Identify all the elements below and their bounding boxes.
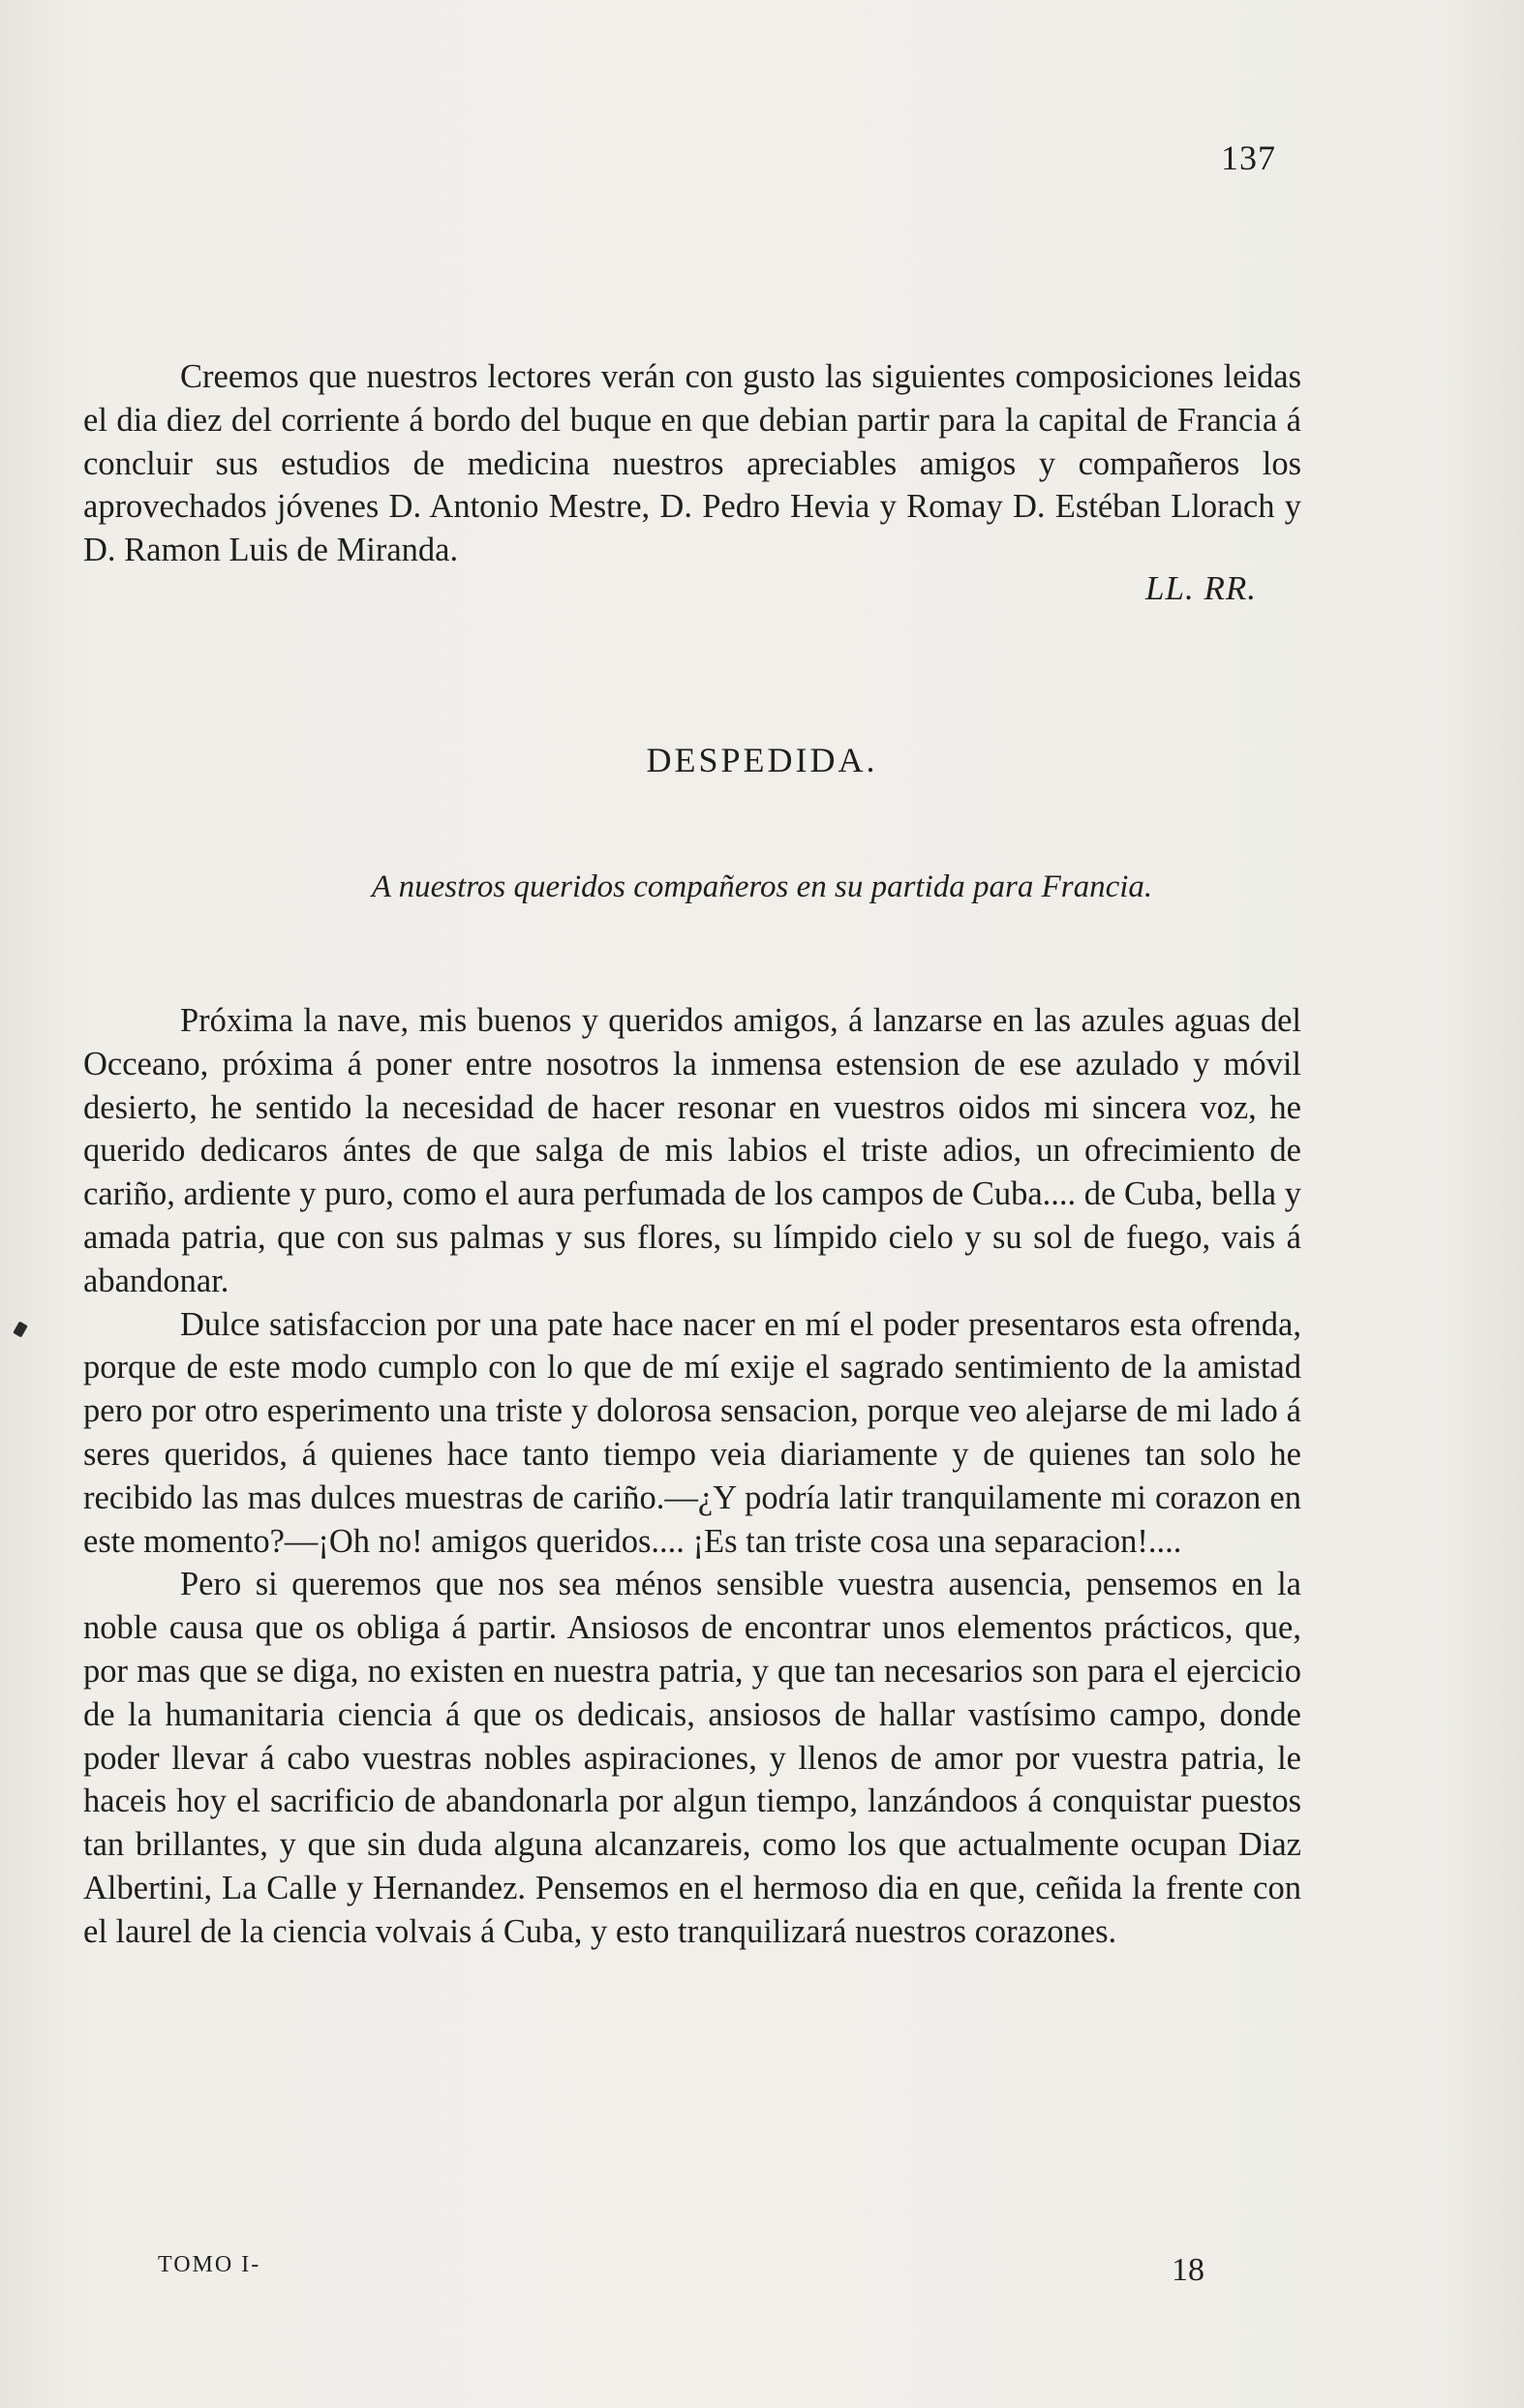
intro-section bbox=[83, 355, 1301, 572]
volume-label: TOMO I- bbox=[158, 2252, 261, 2277]
section-heading: DESPEDIDA. bbox=[646, 741, 878, 779]
paragraph-1: Próxima la nave, mis buenos y queridos amigos, á lanzarse en las azules aguas del Occeano, próxima á poner entre nosotros la inmensa estension de ese azulado y móvil desierto, he sentido la necesidad de hacer resonar en vuestros oidos mi sincera voz, he querido dedicaros ántes de que salga de mis labios el triste adios, un ofrecimiento de cariño, ardiente y puro, como el aura perfumada de los campos de Cuba.... de Cuba, bella y amada patria, que con sus palmas y sus flores, su límpido cielo y su sol de fuego, vais á abandonar. bbox=[83, 1002, 1301, 1299]
page-number: 137 bbox=[1221, 138, 1276, 177]
paragraph-2: Dulce satisfaccion por una pate hace nacer en mí el poder presentaros esta ofrenda, porque de este modo cumplo con lo que de mí exije el sagrado sentimiento de la amistad pero por otro esperimento una triste y dolorosa sensacion, porque veo alejarse de mi lado á seres queridos, á quienes hace tanto tiempo veia diariamente y de quienes tan solo he recibido las mas dulces muestras de cariño.—¿Y podría latir tranquilamente mi corazon en este momento?—¡Oh no! amigos queridos.... ¡Es tan triste cosa una separacion!.... bbox=[83, 1305, 1301, 1560]
intro-paragraph: Creemos que nuestros lectores verán con gusto las siguientes composiciones leidas el dia diez del corriente á bordo del buque en que debian partir para la capital de Francia á concluir sus estudios de medicina nuestros apreciables amigos y compañeros los aprovechados jóvenes D. Antonio Mestre, D. Pedro Hevia y Romay D. Estéban Llorach y D. Ramon Luis de Miranda. bbox=[83, 358, 1301, 569]
paragraph-3: Pero si queremos que nos sea ménos sensible vuestra ausencia, pensemos en la noble causa que os obliga á partir. Ansiosos de encontrar unos elementos prácticos, que, por mas que se diga, no existen en nuestra patria, y que tan necesarios son para el ejercicio de la humanitaria ciencia á que os dedicais, ansiosos de hallar vastísimo campo, donde poder llevar á cabo vuestras nobles aspiraciones, y llenos de amor por vuestra patria, le haceis hoy el sacrificio de abandonarla por algun tiempo, lanzándoos á conquistar puestos tan brillantes, y que sin duda alguna alcanzareis, como los que actualmente ocupan Diaz Albertini, La Calle y Hernandez. Pensemos en el hermoso dia en que, ceñida la frente con el laurel de la ciencia volvais á Cuba, y esto tranquilizará nuestros corazones. bbox=[83, 1566, 1301, 1950]
dedication-line: A nuestros queridos compañeros en su partida para Francia. bbox=[371, 869, 1153, 904]
main-text bbox=[83, 999, 1301, 1954]
signature: LL. RR. bbox=[1145, 569, 1257, 607]
signature-mark: 18 bbox=[1172, 2252, 1204, 2288]
margin-ink-mark bbox=[13, 1321, 28, 1337]
